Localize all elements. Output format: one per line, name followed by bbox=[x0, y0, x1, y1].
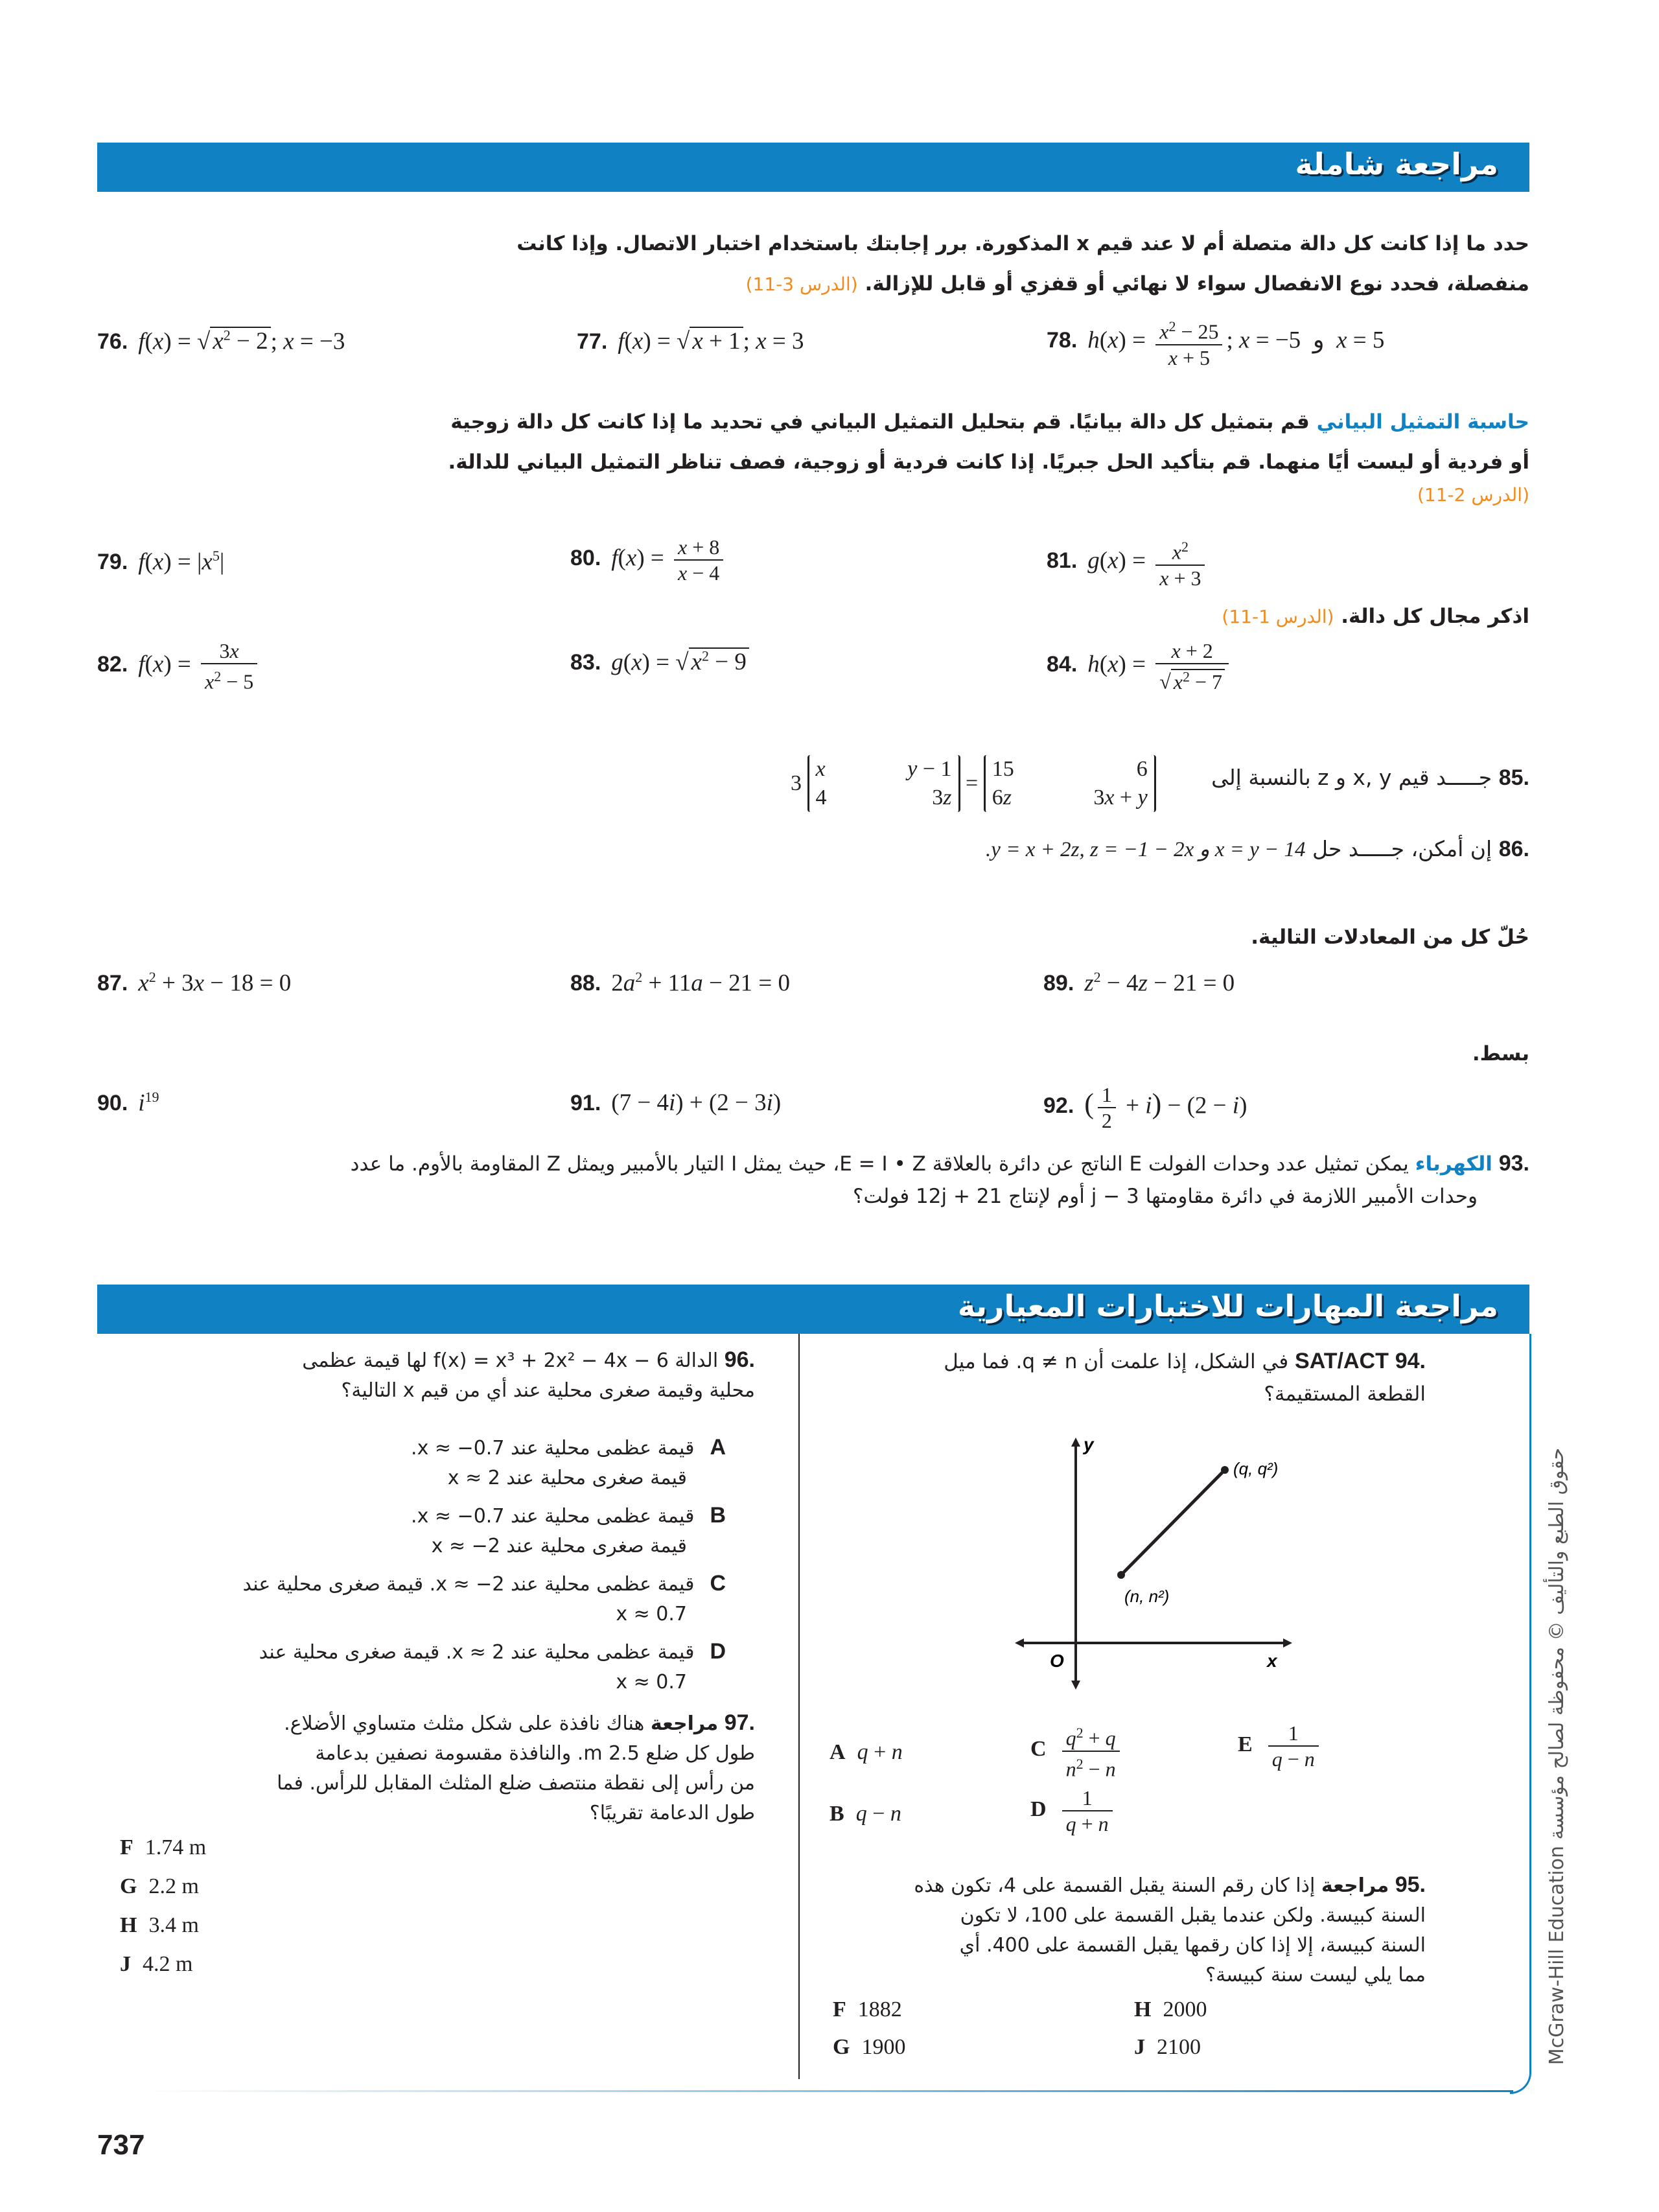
problem-80: 80. f(x) = $\frac{x + 8}{x - 4}$ bbox=[570, 535, 727, 585]
problem-89: 89. $z^2 - 4z - 21 = 0$ bbox=[1043, 969, 1235, 997]
section-title: مراجعة المهارات للاختبارات المعيارية bbox=[957, 1288, 1498, 1323]
problem-96: .96 الدالة f(x) = x³ + 2x² − 4x − 6 لها قيمة عظمى محلية وقيمة صغرى محلية عند أي من قيم x التالية؟ bbox=[302, 1347, 755, 1402]
point-n bbox=[1117, 1571, 1125, 1579]
choice-94-C[interactable]: C $\frac{q^2 + q}{n^2 - n}$ bbox=[1030, 1721, 1124, 1781]
electricity-label: الكهرباء bbox=[1415, 1152, 1492, 1176]
point-q-label: (q, q²) bbox=[1233, 1459, 1279, 1478]
choice-97-H[interactable]: H 3.4 m bbox=[120, 1913, 199, 1937]
box-bottom-line bbox=[143, 2090, 1513, 2092]
slope-graph bbox=[1011, 1432, 1296, 1692]
choice-94-E[interactable]: E $\frac{1}{q - n}$ bbox=[1238, 1721, 1323, 1771]
problem-90: 90. $i^{19}$ bbox=[97, 1089, 159, 1117]
problem-87: 87. $x^2 + 3x - 18 = 0$ bbox=[97, 969, 292, 997]
problem-92: 92. ( $\frac{1}{2}$ + i) − (2 − i) bbox=[1043, 1083, 1247, 1132]
page-number: 737 bbox=[97, 2129, 145, 2161]
copyright: حقوق الطبع والتأليف © محفوظة لصالح مؤسسة McGraw-Hill Education bbox=[1546, 1447, 1568, 2066]
lesson-ref: (الدرس 1-11) bbox=[1222, 606, 1334, 627]
choice-96-C[interactable]: Cقيمة عظمى محلية عند x ≈ −2. قيمة صغرى محلية عند x ≈ 0.7 bbox=[242, 1571, 726, 1625]
choice-97-F[interactable]: F 1.74 m bbox=[120, 1835, 207, 1859]
column-divider bbox=[798, 1334, 800, 2079]
problem-84: 84. h(x) = $\frac{x + 2}{√ x^2 - 7}$ bbox=[1047, 638, 1233, 694]
matrix-equation: 3 x 4y − 1 3z = 15 6z6 3x + y bbox=[791, 755, 1156, 812]
choice-95-J[interactable]: J 2100 bbox=[1134, 2035, 1201, 2059]
problem-77: 77. f(x) = √ x + 1 ; x = 3 bbox=[577, 328, 804, 355]
problem-78: 78. h(x) = $\frac{x^2 - 25}{x + 5}$ ; x = −5 و x = 5 bbox=[1047, 314, 1384, 370]
choice-95-G[interactable]: G 1900 bbox=[833, 2035, 906, 2059]
problem-81: 81. g(x) = $\frac{x^2}{x + 3}$ bbox=[1047, 535, 1209, 590]
equations-86: x = y − 14 و y = x + 2z, z = −1 − 2x. bbox=[986, 838, 1306, 861]
x-label: x bbox=[1267, 1651, 1277, 1671]
point-q bbox=[1221, 1466, 1229, 1474]
continuity-instructions: حدد ما إذا كانت كل دالة متصلة أم لا عند قيم x المذكورة. برر إجابتك باستخدام اختبار الاتصال. وإذا كانت منفصلة، فحدد نوع الانفصال سواء لا نهائي أو قفزي أو قابل للإزالة. (الدرس 3-11) bbox=[516, 232, 1529, 296]
problem-93: .93 الكهرباء يمكن تمثيل عدد وحدات الفولت E الناتج عن دائرة بالعلاقة E = I • Z، حيث يمثل I التيار بالأمبير ويمثل Z المقاومة بالأوم. ما عدد وحدات الأمبير اللازمة في دائرة مقاومتها 3 − j أوم لإنتاج 12j + 21 فولت؟ bbox=[350, 1151, 1529, 1208]
problem-85: .85 جـــــد قيم x, y و z بالنسبة إلى bbox=[1211, 765, 1529, 790]
lesson-ref: (الدرس 3-11) bbox=[745, 274, 858, 295]
choice-96-A[interactable]: Aقيمة عظمى محلية عند x ≈ −0.7. قيمة صغرى محلية عند x ≈ 2 bbox=[411, 1435, 726, 1489]
choice-95-H[interactable]: H 2000 bbox=[1134, 1997, 1207, 2021]
comprehensive-review-banner bbox=[97, 143, 1529, 192]
problem-91: 91. (7 − 4i) + (2 − 3i) bbox=[570, 1089, 782, 1116]
section-title: مراجعة شاملة bbox=[1295, 146, 1498, 181]
choice-94-A[interactable]: A q + n bbox=[830, 1740, 903, 1764]
problem-76: 76. f(x) = √ $x^2 - 2$ ; x = −3 bbox=[97, 327, 345, 355]
choice-96-B[interactable]: Bقيمة عظمى محلية عند x ≈ −0.7. قيمة صغرى محلية عند x ≈ −2 bbox=[411, 1503, 726, 1557]
calculator-label: حاسبة التمثيل البياني bbox=[1316, 410, 1529, 434]
sat-act-label: SAT/ACT bbox=[1295, 1349, 1389, 1373]
y-label: y bbox=[1084, 1434, 1094, 1454]
problem-94: .94 SAT/ACT في الشكل، إذا علمت أن q ≠ n. فما ميل القطعة المستقيمة؟ bbox=[944, 1349, 1426, 1406]
problem-83: 83. g(x) = √ $x^2 - 9$ bbox=[570, 648, 749, 676]
choice-94-B[interactable]: B q − n bbox=[830, 1802, 901, 1826]
point-n-label: (n, n²) bbox=[1124, 1587, 1170, 1606]
lesson-ref: (الدرس 2-11) bbox=[1417, 484, 1529, 506]
solve-instructions: حُلّ كل من المعادلات التالية. bbox=[1251, 926, 1529, 949]
simplify-instructions: بسط. bbox=[1472, 1042, 1529, 1065]
problem-95: .95 مراجعة إذا كان رقم السنة يقبل القسمة على 4، تكون هذه السنة كبيسة. ولكن عندما يقبل القسمة على 100، لا تكون السنة كبيسة، إلا إذا كان رقمها يقبل القسمة على 400. أي مما يلي ليست سنة كبيسة؟ bbox=[914, 1872, 1426, 1986]
domain-instructions: اذكر مجال كل دالة. (الدرس 1-11) bbox=[1222, 605, 1529, 628]
review-label: مراجعة bbox=[650, 1712, 719, 1735]
review-label: مراجعة bbox=[1321, 1874, 1389, 1897]
problem-86: .86 إن أمكن، جـــــد حل x = y − 14 و y = x + 2z, z = −1 − 2x. bbox=[986, 836, 1529, 861]
box-corner bbox=[1510, 1334, 1531, 2094]
origin-label: O bbox=[1050, 1651, 1064, 1671]
problem-79: 79. $f(x) = |x^5|$ bbox=[97, 548, 225, 576]
problem-97: .97 مراجعة هناك نافذة على شكل مثلث متساوي الأضلاع. طول كل ضلع 2.5 m. والنافذة مقسومة نصفين بدعامة من رأس إلى نقطة منتصف ضلع المثلث المقابل للرأس. فما طول الدعامة تقريبًا؟ bbox=[277, 1710, 755, 1824]
problem-82: 82. f(x) = $\frac{3x}{x^2 - 5}$ bbox=[97, 638, 261, 694]
choice-97-G[interactable]: G 2.2 m bbox=[120, 1874, 199, 1898]
line-segment bbox=[1121, 1470, 1225, 1575]
choice-97-J[interactable]: J 4.2 m bbox=[120, 1952, 193, 1976]
choice-94-D[interactable]: D $\frac{1}{q + n}$ bbox=[1030, 1786, 1117, 1836]
choice-95-F[interactable]: F 1882 bbox=[833, 1997, 902, 2021]
choice-96-D[interactable]: Dقيمة عظمى محلية عند x ≈ 2. قيمة صغرى محلية عند x ≈ 0.7 bbox=[259, 1639, 726, 1694]
problem-88: 88. $2a^2 + 11a - 21 = 0$ bbox=[570, 969, 790, 997]
calculator-instructions: حاسبة التمثيل البياني قم بتمثيل كل دالة بيانيًا. قم بتحليل التمثيل البياني في تحديد ما إذا كانت كل دالة زوجية أو فردية أو ليست أيًا منهما. قم بتأكيد الحل جبريًا. إذا كانت فردية أو زوجية، فصف تناظر التمثيل البياني للدالة. (الدرس 2-11) bbox=[104, 402, 1529, 508]
standardized-test-banner bbox=[97, 1285, 1529, 1334]
